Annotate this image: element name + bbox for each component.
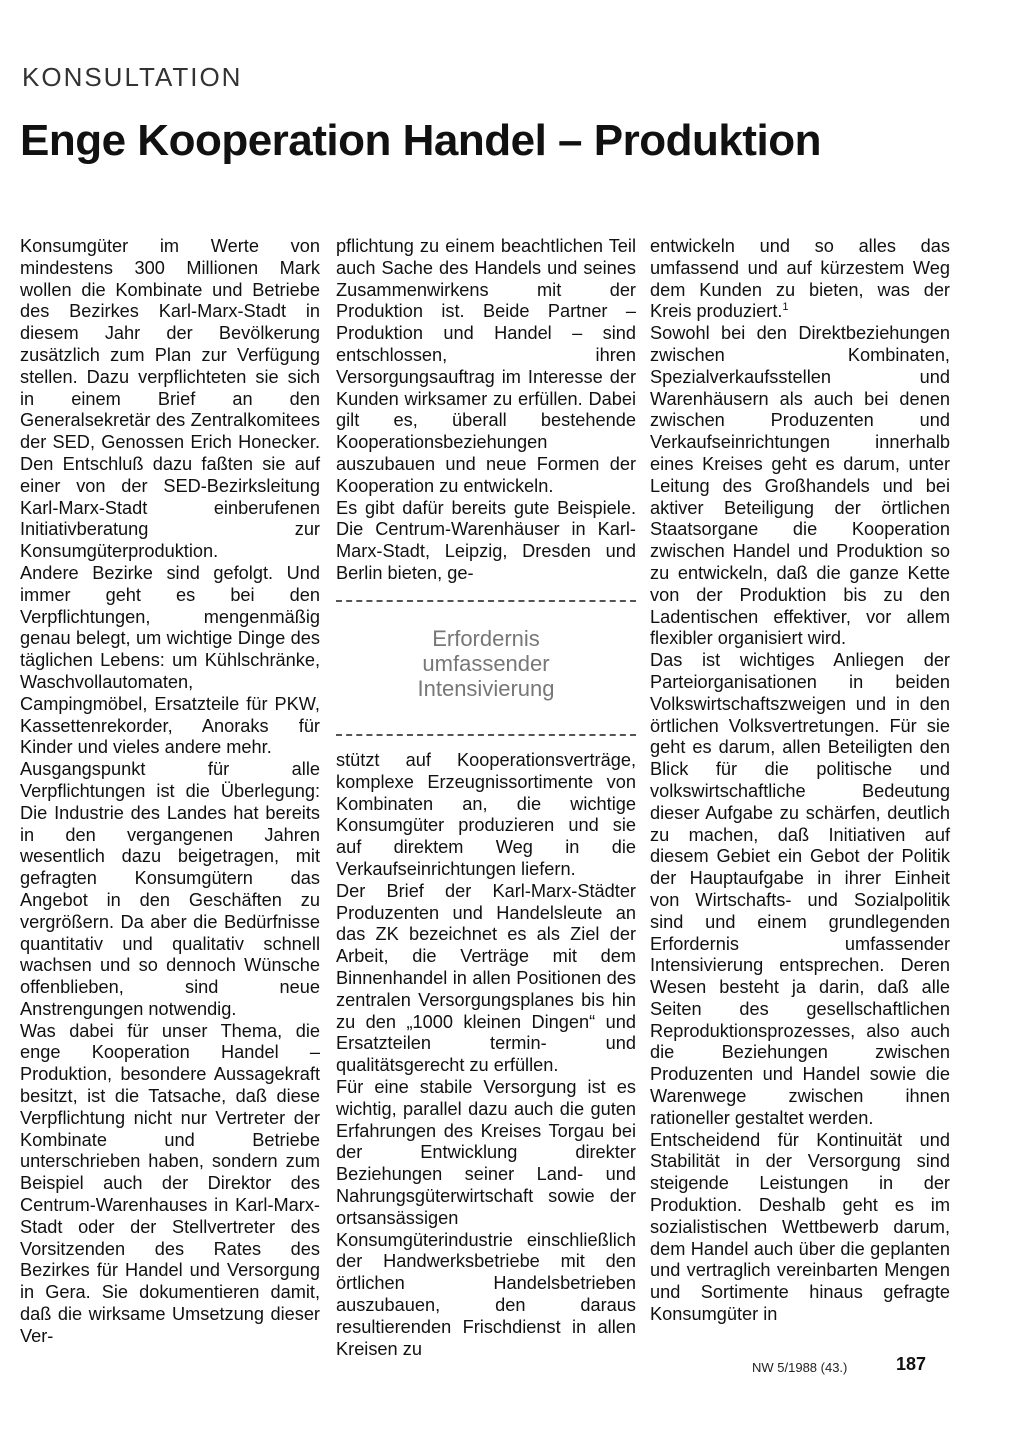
page-number: 187 bbox=[896, 1354, 927, 1374]
pull-quote-text bbox=[336, 626, 636, 701]
paragraph: Das ist wichtiges Anliegen der Parteiorganisationen in beiden Volkswirtschaftszweigen und in den örtlichen Volksvertretungen. Für sie geht es darum, allen Beteiligten den Blick für die politische und volkswirtschaftliche Bedeutung dieser Aufgabe zu schärfen, deutlich zu machen, daß Initiativen auf diesem Gebiet ein Gebot der Politik der Hauptaufgabe in ihrer Einheit von Wirtschafts- und Sozialpolitik sind und einem grundlegenden Erfordernis umfassender Intensivierung entsprechen. Deren Wesen besteht ja darin, daß alle Seiten des gesellschaftlichen Reproduktionsprozesses, also auch die Beziehungen zwischen Produzenten und Handel sowie die Warenwege zwischen ihnen rationeller gestaltet werden. bbox=[650, 650, 950, 1128]
section-kicker: KONSULTATION bbox=[22, 62, 243, 92]
pull-quote-line: Intensivierung bbox=[417, 676, 555, 701]
paragraph: stützt auf Kooperationsverträge, komplexe Erzeugnissortimente von Kombinaten an, die wichtige Konsumgüter produzieren und sie auf direktem Weg in die Verkaufseinrichtungen liefern. bbox=[336, 750, 636, 879]
paragraph: Für eine stabile Versorgung ist es wichtig, parallel dazu auch die guten Erfahrungen des Kreises Torgau bei der Entwicklung direkter Beziehungen seiner Land- und Nahrungsgüterwirtschaft sowie der ortsansässigen Konsumgüterindustrie einschließlich der Handwerksbetriebe mit den örtlichen Handelsbetrieben auszubauen, den daraus resultierenden Frischdienst in allen Kreisen zu bbox=[336, 1076, 636, 1359]
pull-quote-line: umfassender bbox=[422, 651, 550, 676]
pull-quote-top-rule bbox=[336, 600, 636, 602]
pull-quote bbox=[336, 600, 636, 736]
paragraph-text: entwickeln und so alles das umfassend und auf kürzestem Weg dem Kunden zu bieten, was der Kreis produziert. bbox=[650, 236, 950, 322]
paragraph bbox=[650, 236, 950, 323]
paragraph: Es gibt dafür bereits gute Beispiele. Die Centrum-Warenhäuser in Karl-Marx-Stadt, Leipzig, Dresden und Berlin bieten, ge- bbox=[336, 497, 636, 583]
footnote-marker: 1 bbox=[782, 301, 789, 314]
paragraph: Was dabei für unser Thema, die enge Kooperation Handel – Produktion, besondere Aussagekraft besitzt, ist die Tatsache, daß diese Verpflichtung nicht nur Vertreter der Kombinate und Betriebe unterschrieben haben, sondern zum Beispiel auch der Direktor des Centrum-Warenhauses in Karl-Marx-Stadt oder der Stellvertreter des Vorsitzenden des Rates des Bezirkes für Handel und Versorgung in Gera. Sie dokumentieren damit, daß die wirksame Umsetzung dieser Ver- bbox=[20, 1020, 320, 1346]
pull-quote-line: Erfordernis bbox=[432, 626, 540, 651]
article-column-3 bbox=[650, 236, 950, 1326]
paragraph: Ausgangspunkt für alle Verpflichtungen ist die Überlegung: Die Industrie des Landes hat bereits in den vergangenen Jahren wesentlich dazu beigetragen, mit gefragten Konsumgütern das Angebot in den Geschäften zu vergrößern. Da aber die Bedürfnisse quantitativ und qualitativ schnell wachsen und so dennoch Wünsche offenblieben, sind neue Anstrengungen notwendig. bbox=[20, 759, 320, 1019]
article-column-2-top bbox=[336, 236, 636, 585]
paragraph: pflichtung zu einem beachtlichen Teil auch Sache des Handels und seines Zusammenwirkens mit der Produktion ist. Beide Partner – Produktion und Handel – sind entschlossen, ihren Versorgungsauftrag im Interesse der Kunden wirksamer zu erfüllen. Dabei gilt es, überall bestehende Kooperationsbeziehungen auszubauen und neue Formen der Kooperation zu entwickeln. bbox=[336, 236, 636, 496]
paragraph: Entscheidend für Kontinuität und Stabilität in der Versorgung sind steigende Leistungen in der Produktion. Deshalb geht es im sozialistischen Wettbewerb darum, dem Handel auch über die geplanten und vertraglich vereinbarten Mengen und Sortimente hinaus gefragte Konsumgüter in bbox=[650, 1129, 950, 1325]
pull-quote-bottom-rule bbox=[336, 734, 636, 736]
issue-reference: NW 5/1988 (43.) bbox=[752, 1360, 848, 1375]
paragraph: Konsumgüter im Werte von mindestens 300 Millionen Mark wollen die Kombinate und Betriebe des Bezirkes Karl-Marx-Stadt in diesem Jahr der Bevölkerung zusätzlich zum Plan zur Verfügung stellen. Dazu verpflichteten sie sich in einem Brief an den Generalsekretär des Zentralkomitees der SED, Genossen Erich Honecker. Den Entschluß dazu faßten sie auf einer von der SED-Bezirksleitung Karl-Marx-Stadt einberufenen Initiativberatung zur Konsumgüterproduktion. bbox=[20, 236, 320, 562]
article-headline: Enge Kooperation Handel – Produktion bbox=[20, 116, 821, 165]
paragraph: Sowohl bei den Direktbeziehungen zwischen Kombinaten, Spezialverkaufsstellen und Warenhäusern als auch bei denen zwischen Produzenten und Verkaufseinrichtungen innerhalb eines Kreises geht es darum, unter Leitung des Großhandels und bei aktiver Beteiligung der örtlichen Staatsorgane die Kooperation zwischen Handel und Produktion so zu entwickeln, daß die ganze Kette von der Produktion bis zu den Ladentischen effektiver, vor allem flexibler organisiert wird. bbox=[650, 323, 950, 649]
article-column-1 bbox=[20, 236, 320, 1348]
paragraph: Andere Bezirke sind gefolgt. Und immer geht es bei den Verpflichtungen, mengenmäßig genau belegt, um wichtige Dinge des täglichen Lebens: um Kühlschränke, Waschvollautomaten, Campingmöbel, Ersatzteile für PKW, Kassettenrekorder, Anoraks für Kinder und vieles andere mehr. bbox=[20, 562, 320, 758]
paragraph: Der Brief der Karl-Marx-Städter Produzenten und Handelsleute an das ZK bezeichnet es als Ziel der Arbeit, die Verträge mit dem Binnenhandel in allen Positionen des zentralen Versorgungsplanes bis hin zu den „1000 kleinen Dingen“ und Ersatzteilen termin- und qualitätsgerecht zu erfüllen. bbox=[336, 880, 636, 1076]
article-column-2-bottom bbox=[336, 750, 636, 1360]
